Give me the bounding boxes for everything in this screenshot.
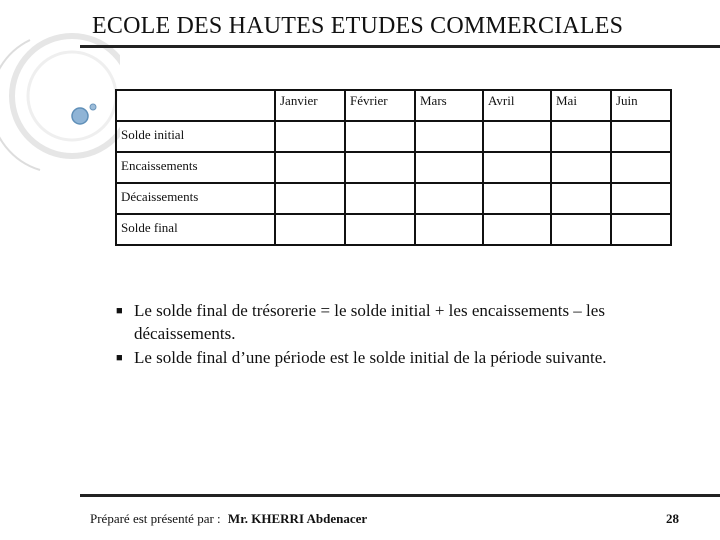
bullet-item (116, 299, 706, 345)
square-bullet-icon: ■ (116, 305, 123, 317)
table-cell (483, 183, 551, 214)
table-row (116, 121, 671, 152)
title-rule (80, 45, 720, 48)
table-cell (483, 214, 551, 245)
table-cell (551, 152, 611, 183)
table-cell (415, 214, 483, 245)
table-cell (415, 121, 483, 152)
table-row (116, 183, 671, 214)
footer-author: Mr. KHERRI Abdenacer (227, 511, 368, 526)
table-cell (611, 152, 671, 183)
table-header-row (116, 90, 671, 121)
table-cell (551, 121, 611, 152)
column-header-janvier: Janvier (275, 90, 345, 121)
table-row (116, 152, 671, 183)
table-cell (275, 214, 345, 245)
deco-arc (0, 40, 40, 170)
table-cell (345, 152, 415, 183)
footer-rule (80, 494, 720, 497)
table-cell (551, 183, 611, 214)
table-cell (275, 152, 345, 183)
column-header-fevrier: Février (345, 90, 415, 121)
square-bullet-icon: ■ (116, 352, 123, 364)
row-label-decaissements: Décaissements (116, 183, 275, 214)
footer-prepared-by: Préparé est présenté par : (90, 511, 224, 526)
column-header-mai: Mai (551, 90, 611, 121)
deco-dot-large (72, 108, 88, 124)
table-cell (483, 121, 551, 152)
table-cell (275, 121, 345, 152)
column-header-avril: Avril (483, 90, 551, 121)
row-label-encaissements: Encaissements (116, 152, 275, 183)
table-cell (611, 183, 671, 214)
row-label-solde-final: Solde final (116, 214, 275, 245)
budget-table (115, 89, 672, 246)
row-label-solde-initial: Solde initial (116, 121, 275, 152)
deco-dot-small (90, 104, 96, 110)
page-number: 28 (666, 511, 679, 526)
table-cell (345, 121, 415, 152)
bullet-text: Le solde final de trésorerie = le solde initial + les encaissements – les décaissements. (134, 301, 605, 343)
bullet-item (116, 346, 706, 370)
footer (90, 511, 367, 527)
table-cell (551, 214, 611, 245)
table-cell (415, 183, 483, 214)
table-cell (415, 152, 483, 183)
column-header-juin: Juin (611, 90, 671, 121)
table-row (116, 214, 671, 245)
table-cell (345, 183, 415, 214)
column-header-mars: Mars (415, 90, 483, 121)
table-cell (275, 183, 345, 214)
table-corner-cell (116, 90, 275, 121)
deco-ring-inner (28, 52, 116, 140)
bullet-text: Le solde final d’une période est le solde initial de la période suivante. (134, 348, 607, 367)
slide-title: ECOLE DES HAUTES ETUDES COMMERCIALES (92, 13, 624, 39)
table-cell (483, 152, 551, 183)
table-cell (345, 214, 415, 245)
bullet-list (116, 299, 706, 371)
table-cell (611, 214, 671, 245)
table-cell (611, 121, 671, 152)
